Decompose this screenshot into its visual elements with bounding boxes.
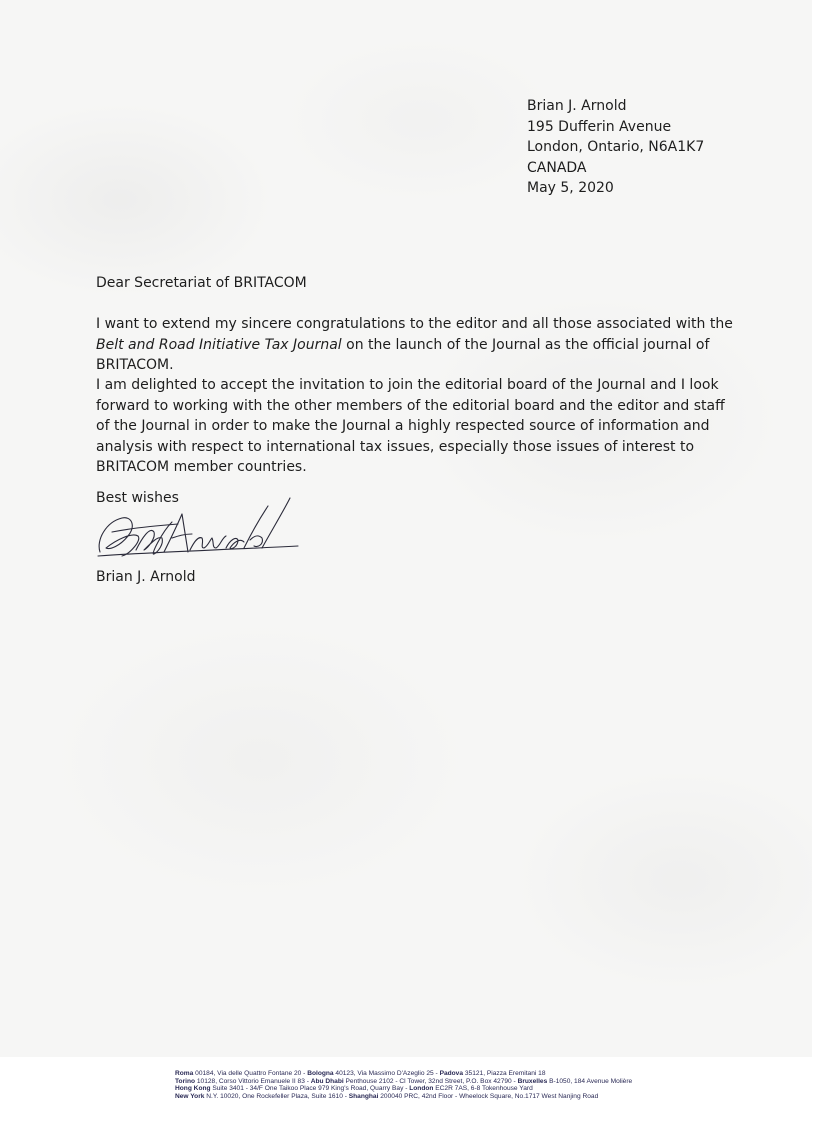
salutation: Dear Secretariat of BRITACOM bbox=[96, 275, 307, 291]
paragraph-1-text-start: I want to extend my sincere congratulations to the editor and all those associated with the bbox=[96, 316, 733, 332]
footer-address-padova: 35121, Piazza Eremitani 18 bbox=[463, 1070, 546, 1077]
office-addresses-footer bbox=[175, 1070, 735, 1100]
paragraph-congratulations bbox=[96, 314, 736, 376]
footer-city-abu-dhabi: Abu Dhabi bbox=[310, 1077, 344, 1085]
paragraph-1-text-end: on the launch of the Journal as the official journal of BRITACOM. bbox=[96, 336, 710, 373]
footer-address-bologna: 40123, Via Massimo D'Azeglio 25 - bbox=[333, 1070, 440, 1077]
closing: Best wishes bbox=[96, 490, 179, 506]
sender-address-block bbox=[527, 96, 704, 199]
footer-address-roma: 00184, Via delle Quattro Fontane 20 - bbox=[193, 1070, 308, 1077]
sender-city: London, Ontario, N6A1K7 bbox=[527, 139, 705, 155]
footer-line-1 bbox=[175, 1070, 735, 1078]
footer-city-torino: Torino bbox=[175, 1077, 196, 1085]
footer-city-roma: Roma bbox=[175, 1070, 194, 1077]
sender-street: 195 Dufferin Avenue bbox=[527, 118, 672, 135]
footer-city-london: London bbox=[409, 1085, 434, 1093]
footer-line-2 bbox=[175, 1078, 735, 1086]
footer-address-torino: 10128, Corso Vittorio Emanuele II 83 - bbox=[195, 1077, 311, 1085]
handwritten-signature bbox=[92, 492, 302, 570]
footer-address-bruxelles: B-1050, 184 Avenue Molière bbox=[547, 1077, 633, 1085]
footer-city-new-york: New York bbox=[175, 1092, 205, 1100]
footer-city-padova: Padova bbox=[439, 1070, 464, 1077]
footer-city-bologna: Bologna bbox=[307, 1070, 334, 1077]
footer-city-shanghai: Shanghai bbox=[348, 1092, 379, 1100]
footer-address-abu-dhabi: Penthouse 2102 - Cl Tower, 32nd Street, P.O. Box 42790 - bbox=[343, 1077, 518, 1085]
footer-line-4 bbox=[175, 1093, 735, 1101]
footer-address-shanghai: 200040 PRC, 42nd Floor - Wheelock Square, No.1717 West Nanjing Road bbox=[378, 1092, 599, 1100]
footer-line-3 bbox=[175, 1085, 735, 1093]
footer-city-bruxelles: Bruxelles bbox=[517, 1077, 548, 1085]
footer-city-hong-kong: Hong Kong bbox=[175, 1085, 211, 1093]
letter-date: May 5, 2020 bbox=[527, 180, 614, 196]
paragraph-acceptance: I am delighted to accept the invitation to join the editorial board of the Journal and I look forward to working with the other members of the editorial board and the editor and staff of the Journal in order to make the Journal a highly respected source of information and analysis with respect to international tax issues, especially those issues of interest to BRITACOM member countries. bbox=[96, 377, 725, 475]
sender-name: Brian J. Arnold bbox=[527, 98, 627, 114]
signer-name: Brian J. Arnold bbox=[96, 569, 196, 585]
footer-address-new-york: N.Y. 10020, One Rockefeller Plaza, Suite 1610 - bbox=[204, 1092, 349, 1100]
journal-title: Belt and Road Initiative Tax Journal bbox=[96, 336, 342, 353]
footer-address-hong-kong: Suite 3401 - 34/F One Taikoo Place 979 King's Road, Quarry Bay - bbox=[210, 1085, 410, 1093]
sender-country: CANADA bbox=[527, 159, 587, 176]
footer-address-london: EC2R 7AS, 6-8 Tokenhouse Yard bbox=[433, 1085, 533, 1093]
